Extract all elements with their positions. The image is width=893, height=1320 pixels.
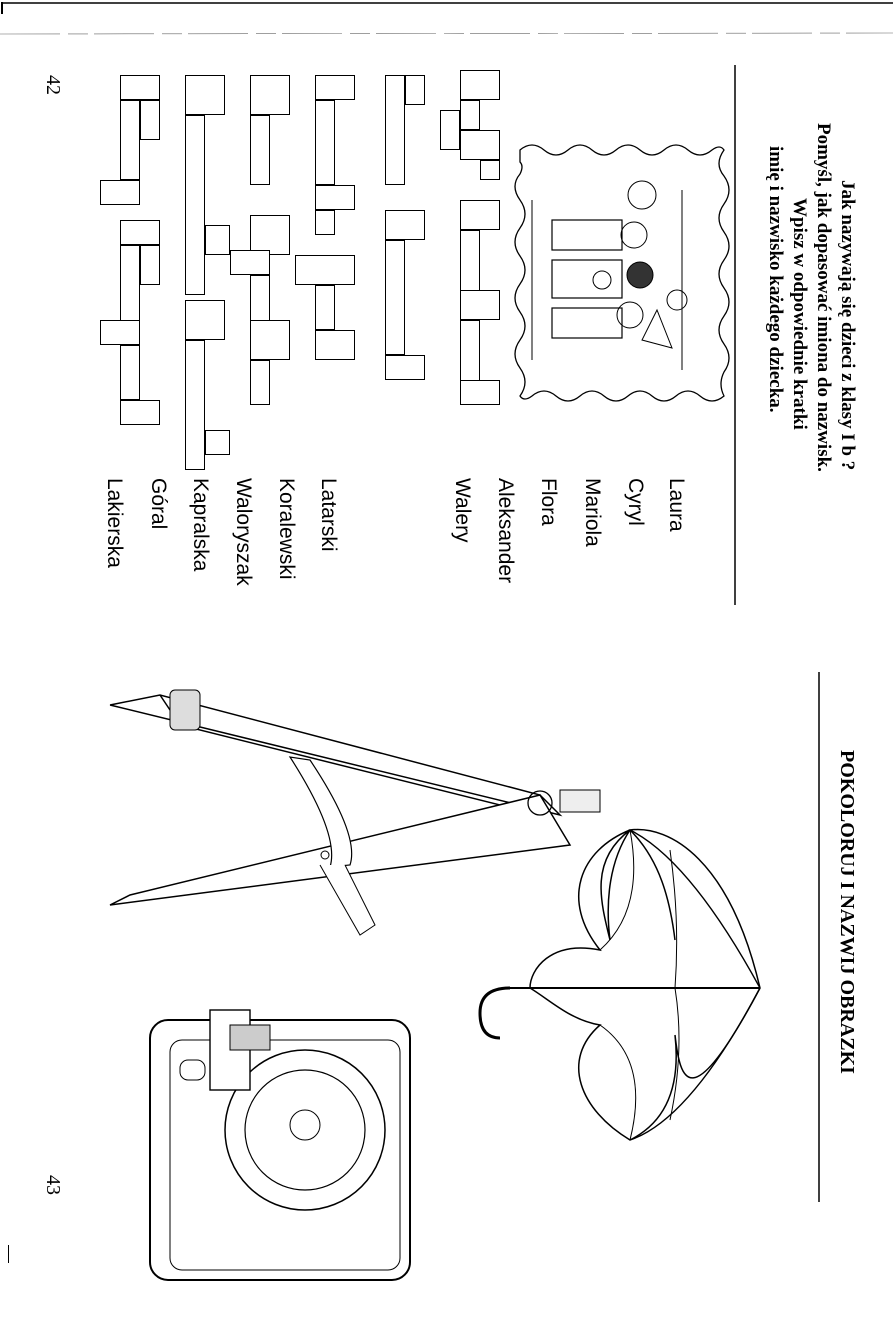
classroom-illustration <box>512 140 722 400</box>
section-rule-right <box>816 672 826 1202</box>
coloring-title: POKOLORUJ I NAZWIJ OBRAZKI <box>836 750 858 1074</box>
surname-lakierska: Lakierska <box>103 478 126 568</box>
surname-goral: Góral <box>147 478 170 530</box>
first-name-flora: Flora <box>537 478 560 526</box>
instruction-line-1: Jak nazywają się dzieci z klasy I b ? <box>837 180 858 471</box>
section-rule-left <box>732 65 742 605</box>
instruction-line-3: Wpisz w odpowiednie kratki <box>789 198 810 430</box>
surname-kapralska: Kapralska <box>189 478 212 572</box>
first-name-laura: Laura <box>665 478 688 532</box>
page-number-left: 42 <box>42 75 64 95</box>
first-name-aleksander: Aleksander <box>494 478 517 584</box>
surname-koralewski: Koralewski <box>275 478 298 580</box>
margin-mark <box>8 1245 9 1263</box>
instruction-line-2: Pomyśl, jak dopasować imiona do nazwisk. <box>813 123 834 472</box>
first-name-mariola: Mariola <box>581 478 604 547</box>
instruction-line-4: imię i nazwisko każdego dziecka. <box>765 146 786 413</box>
compass-picture <box>100 685 620 945</box>
first-name-walery: Walery <box>451 478 474 543</box>
flashlight-picture <box>130 1000 430 1320</box>
surname-latarski: Latarski <box>317 478 340 552</box>
top-border <box>0 0 893 40</box>
first-name-cyryl: Cyryl <box>624 478 647 526</box>
page-number-right: 43 <box>42 1175 64 1195</box>
surname-waloryszak: Waloryszak <box>232 478 255 586</box>
